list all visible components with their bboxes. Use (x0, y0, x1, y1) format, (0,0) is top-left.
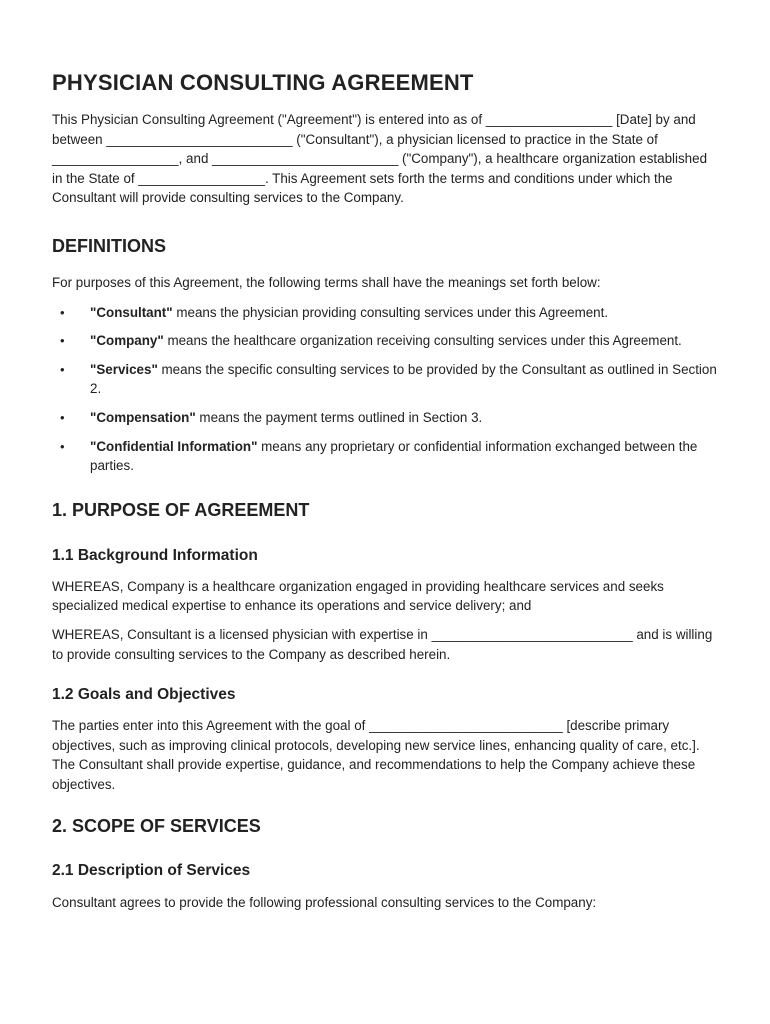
definition-text: means the healthcare organization receiving consulting services under this Agreement. (163, 333, 682, 349)
definition-text: means the physician providing consulting services under this Agreement. (172, 304, 609, 320)
bullet-icon: • (60, 438, 65, 454)
bullet-icon: • (60, 361, 65, 377)
list-item (52, 360, 718, 399)
section-1-1-heading: 1.1 Background Information (52, 546, 258, 564)
list-item (52, 303, 718, 323)
definition-text: means the specific consulting services to be provided by the Consultant as outlined in Section 2. (90, 361, 717, 397)
section-2-heading: 2. SCOPE OF SERVICES (52, 816, 261, 837)
intro-paragraph: This Physician Consulting Agreement ("Agreement") is entered into as of _________________ [Date] by and between _________________________ ("Consultant"), a physician licensed to practice in the State of _________________, and _________________________ ("Company"), a healthcare organization established in the State of _________________. This Agreement sets forth the terms and conditions under which the Consultant will provide consulting services to the Company. (52, 112, 708, 206)
section-1-2-heading: 1.2 Goals and Objectives (52, 686, 236, 704)
section-2-1-heading: 2.1 Description of Services (52, 862, 251, 880)
definition-term: "Services" (90, 361, 158, 377)
list-item (52, 331, 718, 351)
definition-term: "Company" (90, 333, 164, 349)
section-2-1-paragraph: Consultant agrees to provide the following professional consulting services to the Company: (52, 895, 597, 911)
bullet-icon: • (60, 304, 65, 320)
definitions-intro: For purposes of this Agreement, the following terms shall have the meanings set forth below: (52, 274, 601, 290)
document-title: PHYSICIAN CONSULTING AGREEMENT (52, 70, 474, 95)
definition-term: "Confidential Information" (90, 438, 258, 454)
definition-term: "Consultant" (90, 304, 173, 320)
bullet-icon: • (60, 409, 65, 425)
definitions-heading: DEFINITIONS (52, 235, 167, 256)
section-1-heading: 1. PURPOSE OF AGREEMENT (52, 499, 310, 520)
section-1-1-paragraph-1: WHEREAS, Company is a healthcare organization engaged in providing healthcare services and seeks specialized medical expertise to enhance its operations and service delivery; and (52, 578, 664, 614)
section-1-1-paragraph-2: WHEREAS, Consultant is a licensed physician with expertise in ___________________________ and is willing to provide consulting services to the Company as described herein. (52, 626, 713, 662)
definitions-list (52, 303, 718, 476)
definition-text: means any proprietary or confidential information exchanged between the parties. (90, 438, 698, 474)
list-item (52, 408, 718, 428)
list-item (52, 437, 718, 476)
definition-term: "Compensation" (90, 409, 196, 425)
definition-text: means the payment terms outlined in Section 3. (195, 409, 483, 425)
bullet-icon: • (60, 333, 65, 349)
section-1-2-paragraph: The parties enter into this Agreement with the goal of __________________________ [describe primary objectives, such as improving clinical protocols, developing new service lines, enhancing quality of care, etc.]. The Consultant shall provide expertise, guidance, and recommendations to help the Company achieve these objectives. (52, 718, 700, 792)
